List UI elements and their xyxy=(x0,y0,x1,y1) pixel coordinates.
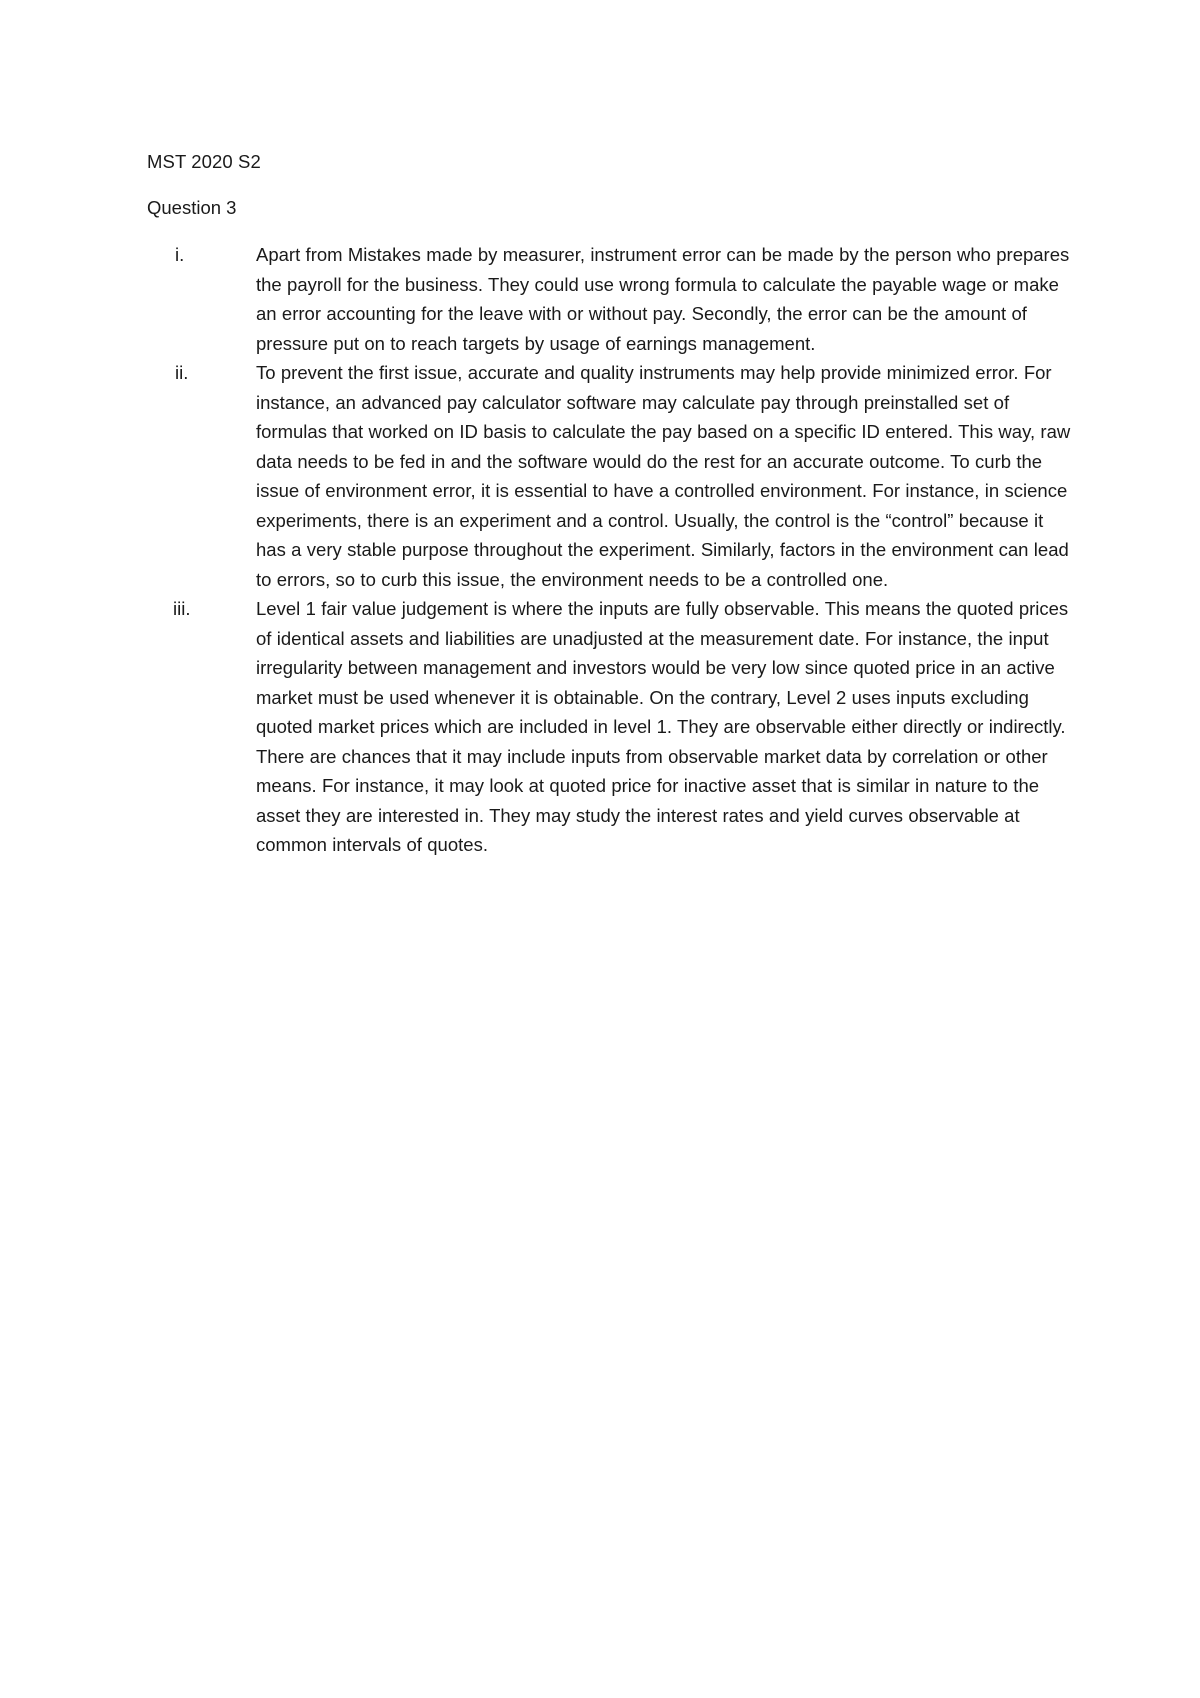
document-title: MST 2020 S2 xyxy=(147,151,261,172)
question-heading: Question 3 xyxy=(147,197,237,218)
answer-text-ii: To prevent the first issue, accurate and quality instruments may help provide minimized error. For instance, an advanced pay calculator software may calculate pay through preinstalled set of formulas that worked on ID basis to calculate the pay based on a specific ID entered. This way, raw data needs to be fed in and the software would do the rest for an accurate outcome. To curb the issue of environment error, it is essential to have a controlled environment. For instance, in science experiments, there is an experiment and a control. Usually, the control is the “control” because it has a very stable purpose throughout the experiment. Similarly, factors in the environment can lead to errors, so to curb this issue, the environment needs to be a controlled one. xyxy=(256,362,1071,590)
answer-item-ii xyxy=(147,358,1077,594)
answer-list xyxy=(147,240,1077,860)
answer-item-iii xyxy=(147,594,1077,860)
answer-marker-ii: ii. xyxy=(175,362,189,383)
answer-item-i xyxy=(147,240,1077,358)
answer-marker-i: i. xyxy=(175,244,185,265)
answer-text-i: Apart from Mistakes made by measurer, instrument error can be made by the person who prepares the payroll for the business. They could use wrong formula to calculate the payable wage or make an error accounting for the leave with or without pay. Secondly, the error can be the amount of pressure put on to reach targets by usage of earnings management. xyxy=(256,244,1070,354)
answer-text-iii: Level 1 fair value judgement is where the inputs are fully observable. This means the quoted prices of identical assets and liabilities are unadjusted at the measurement date. For instance, the input irregularity between management and investors would be very low since quoted price in an active market must be used whenever it is obtainable. On the contrary, Level 2 uses inputs excluding quoted market prices which are included in level 1. They are observable either directly or indirectly. There are chances that it may include inputs from observable market data by correlation or other means. For instance, it may look at quoted price for inactive asset that is similar in nature to the asset they are interested in. They may study the interest rates and yield curves observable at common intervals of quotes. xyxy=(256,598,1069,855)
answer-marker-iii: iii. xyxy=(173,598,191,619)
